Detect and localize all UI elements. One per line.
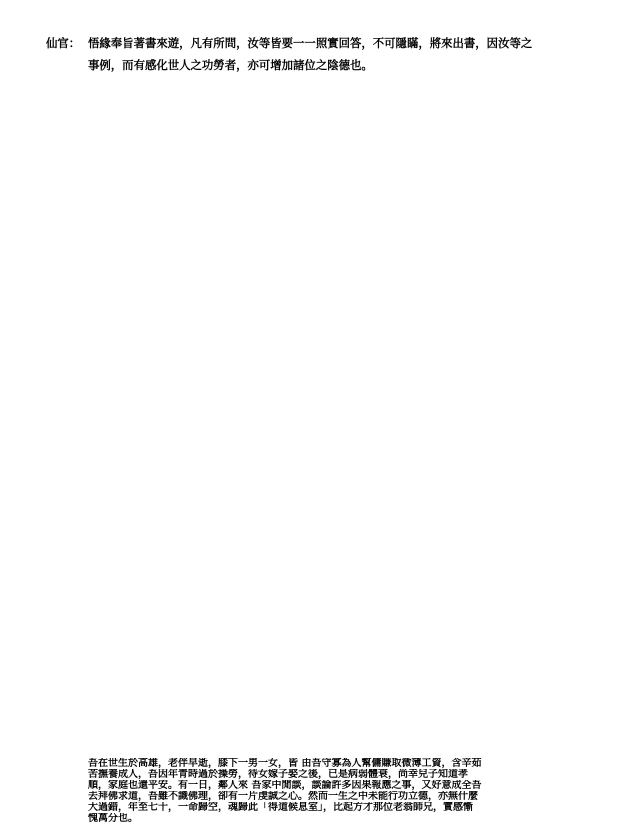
text-line: 大過錯，年至七十，一命歸空，魂歸此「得道候息室」，比起方才那位老翁師兄，實感慚 xyxy=(88,802,473,813)
text-line: 愧萬分也。 xyxy=(88,813,138,824)
text-line: 苦撫養成人，吾因年青時過於操勞，待女嫁子娶之後，已是病弱體衰，尚幸兒子知道孝 xyxy=(88,769,468,780)
dialogue-section-old-woman-story xyxy=(0,758,638,824)
text-line: 吾在世生於高雄，老伴早逝，膝下一男一女，皆 由吾守寡為人幫傭賺取微薄工資，含辛茹 xyxy=(88,758,482,769)
speaker-label: 仙官： xyxy=(46,36,81,50)
text-line: 悟緣奉旨著書來遊，凡有所問，汝等皆要一一照實回答，不可隱瞞，將來出書，因汝等之 xyxy=(88,36,533,50)
text-line: 事例，而有感化世人之功勞者，亦可增加諸位之陰德也。 xyxy=(88,58,373,72)
dialogue-section-immortal-official xyxy=(0,32,638,76)
text-line: 去拜佛求道，吾雖不識佛理，卻有一片虔誠之心。然而一生之中未能行功立德，亦無什麼 xyxy=(88,791,478,802)
text-line: 順，家庭也還平安。有一日，鄰人來 吾家中閒談，談論許多因果報應之事，又好意成全吾 xyxy=(88,780,482,791)
